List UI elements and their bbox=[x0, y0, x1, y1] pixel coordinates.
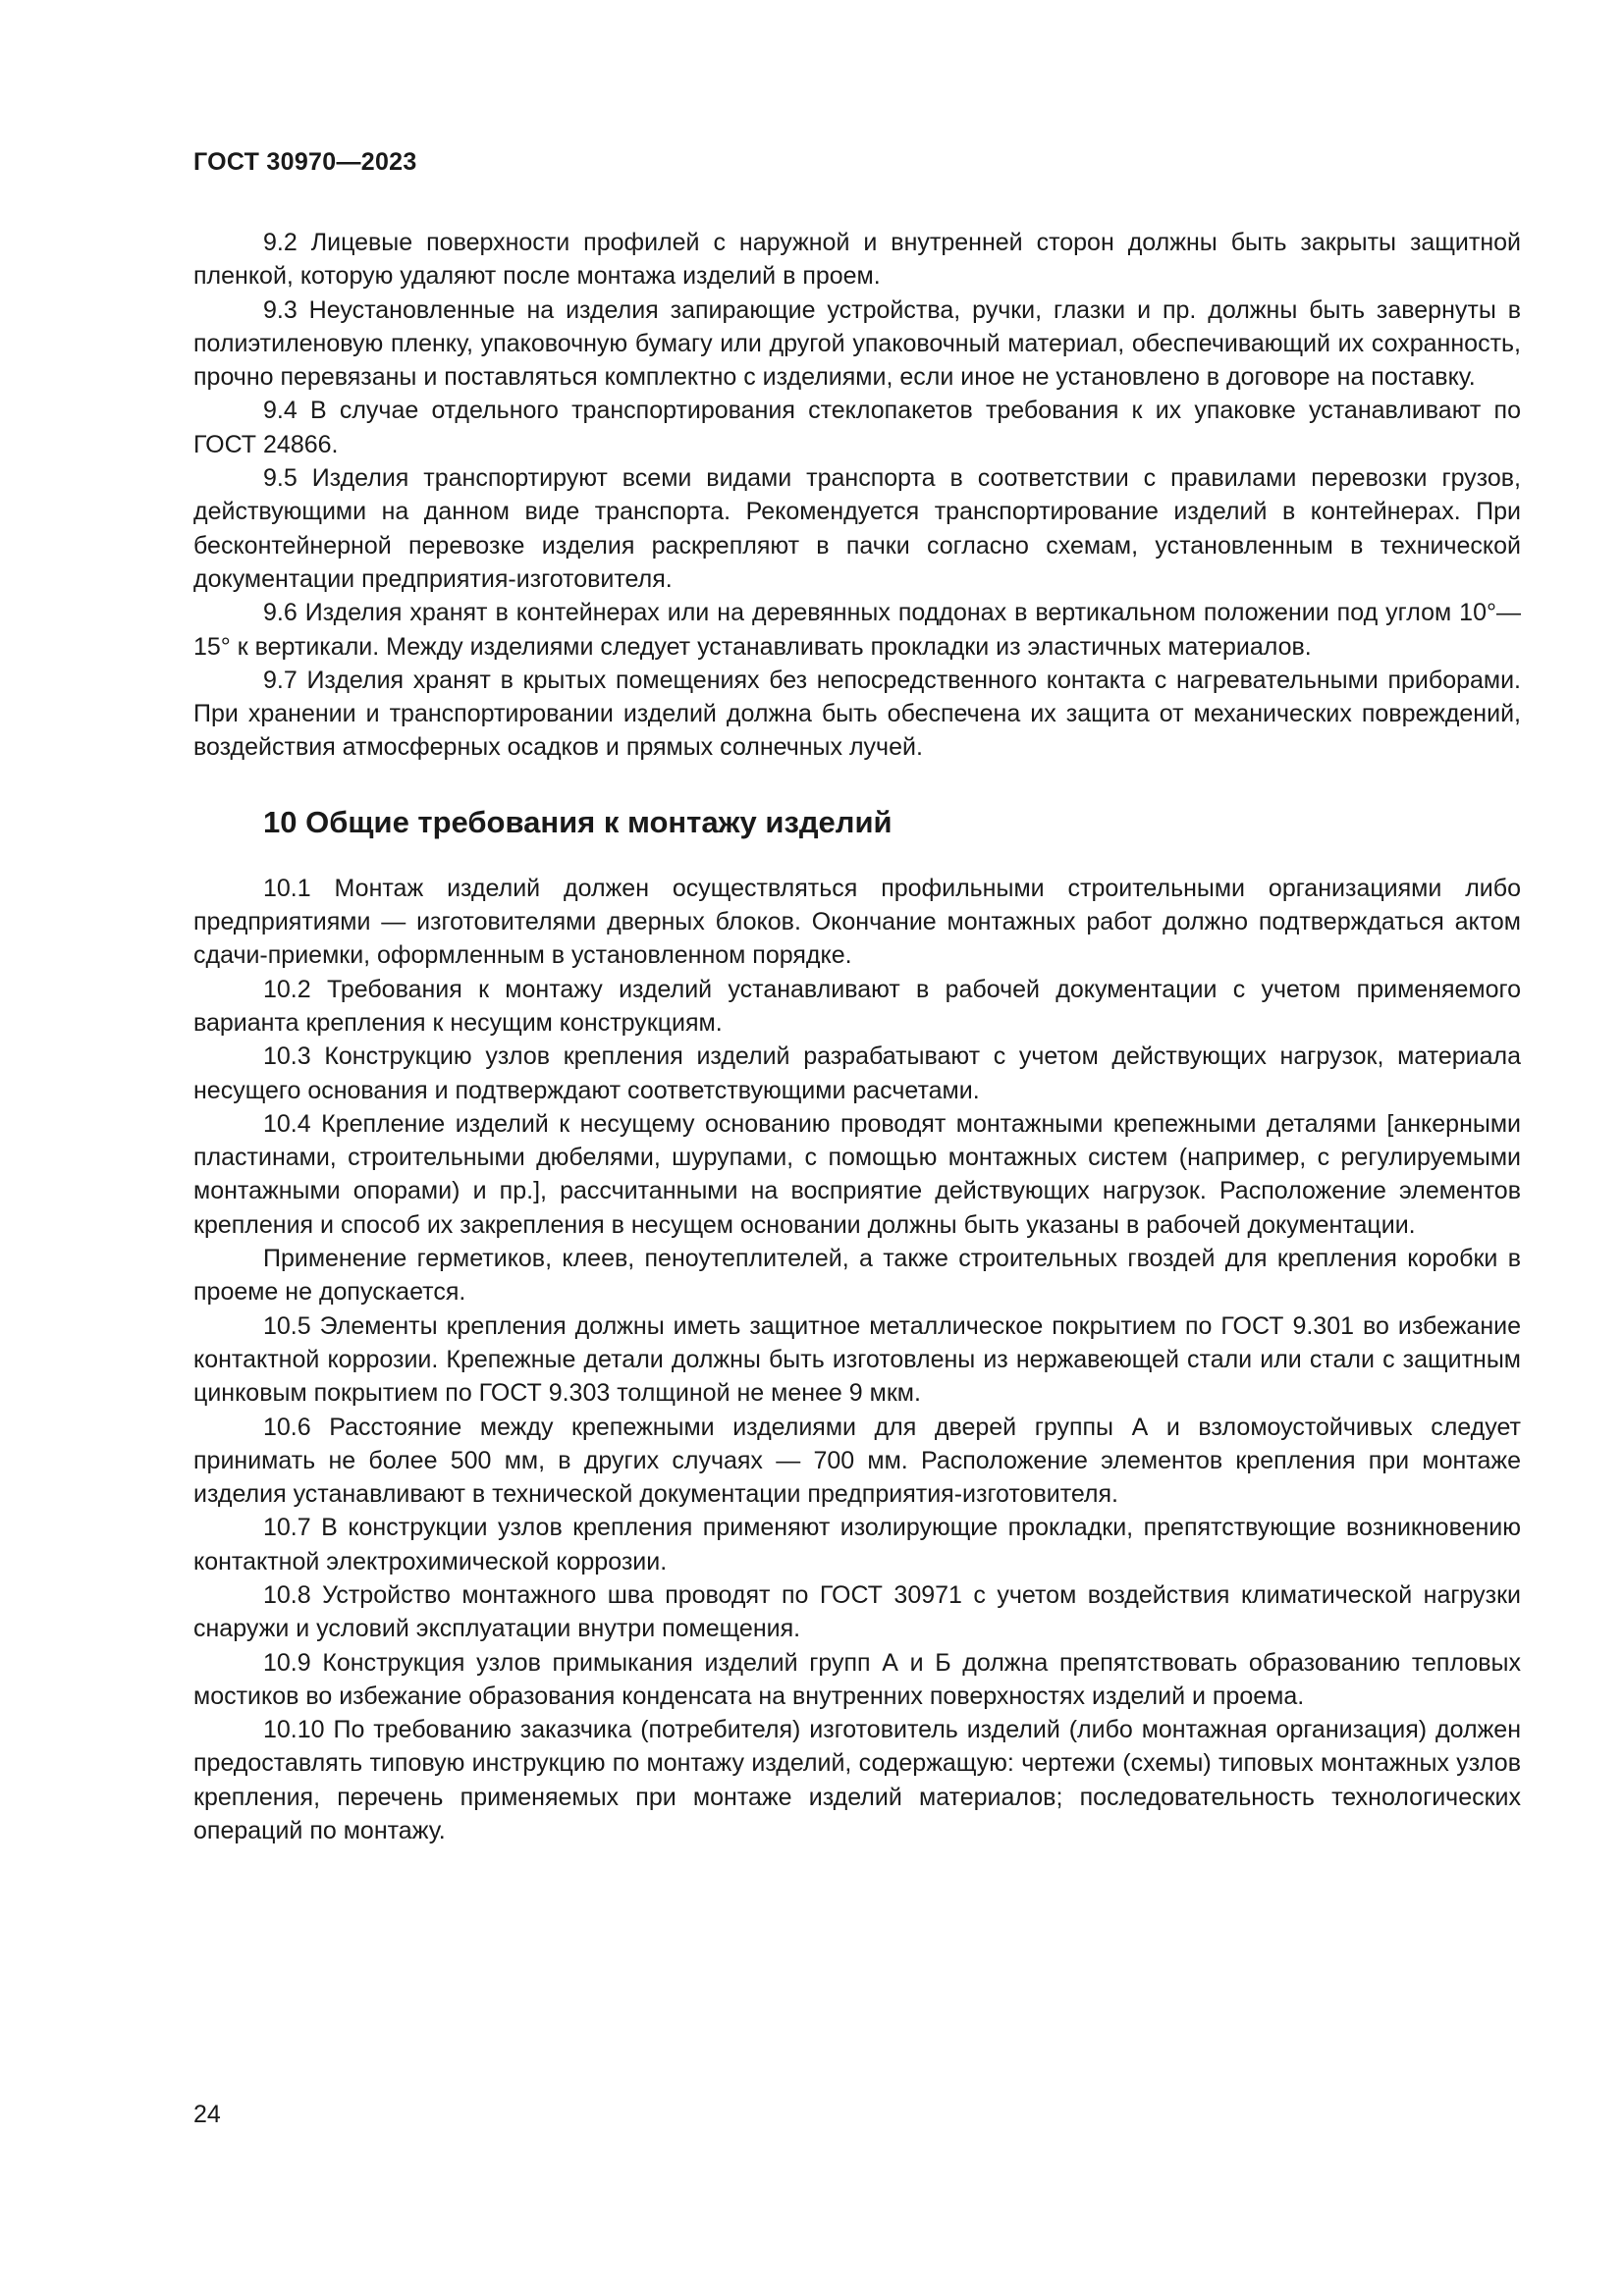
paragraph-10-1: 10.1 Монтаж изделий должен осуществляться профильными строительными организациями либо предприятиями — изготовителями дверных блоков. Окончание монтажных работ должно подтверждаться актом сдачи-приемки, оформленным в установленном порядке. bbox=[193, 874, 1521, 970]
paragraph-9-6: 9.6 Изделия хранят в контейнерах или на деревянных поддонах в вертикальном положении под углом 10°—15° к вертикали. Между изделиями следует устанавливать прокладки из эластичных материалов. bbox=[193, 599, 1521, 661]
page-number: 24 bbox=[193, 2101, 221, 2128]
page-content bbox=[193, 226, 1521, 1847]
paragraph-9-2: 9.2 Лицевые поверхности профилей с наружной и внутренней сторон должны быть закрыты защитной пленкой, которую удаляют после монтажа изделий в проем. bbox=[193, 229, 1521, 291]
paragraph-10-3: 10.3 Конструкцию узлов крепления изделий разрабатывают с учетом действующих нагрузок, материала несущего основания и подтверждают соответствующими расчетами. bbox=[193, 1042, 1521, 1104]
section-10-title: 10 Общие требования к монтажу изделий bbox=[263, 804, 893, 839]
paragraph-9-4: 9.4 В случае отдельного транспортирования стеклопакетов требования к их упаковке устанавливают по ГОСТ 24866. bbox=[193, 397, 1521, 458]
paragraph-10-5: 10.5 Элементы крепления должны иметь защитное металлическое покрытием по ГОСТ 9.301 во избежание контактной коррозии. Крепежные детали должны быть изготовлены из нержавеющей стали или стали с защитным цинковым покрытием по ГОСТ 9.303 толщиной не менее 9 мкм. bbox=[193, 1311, 1521, 1408]
paragraph-9-3: 9.3 Неустановленные на изделия запирающие устройства, ручки, глазки и пр. должны быть завернуты в полиэтиленовую пленку, упаковочную бумагу или другой упаковочный материал, обеспечивающий их сохранность, прочно перевязаны и поставляться комплектно с изделиями, если иное не установлено в договоре на поставку. bbox=[193, 295, 1521, 392]
paragraph-9-7: 9.7 Изделия хранят в крытых помещениях без непосредственного контакта с нагревательными приборами. При хранении и транспортировании изделий должна быть обеспечена их защита от механических повреждений, воздействия атмосферных осадков и прямых солнечных лучей. bbox=[193, 666, 1521, 762]
paragraph-10-6: 10.6 Расстояние между крепежными изделиями для дверей группы А и взломоустойчивых следует принимать не более 500 мм, в других случаях — 700 мм. Расположение элементов крепления при монтаже изделия устанавливают в технической документации предприятия-изготовителя. bbox=[193, 1413, 1521, 1509]
paragraph-10-4: 10.4 Крепление изделий к несущему основанию проводят монтажными крепежными деталями [анкерными пластинами, строительными дюбелями, шурупами, с помощью монтажных систем (например, с регулируемыми монтажными опорами) и пр.], рассчитанными на восприятие действующих нагрузок. Расположение элементов крепления и способ их закрепления в несущем основании должны быть указаны в рабочей документации. bbox=[193, 1109, 1521, 1239]
paragraph-10-2: 10.2 Требования к монтажу изделий устанавливают в рабочей документации с учетом применяемого варианта крепления к несущим конструкциям. bbox=[193, 975, 1521, 1037]
paragraph-10-8: 10.8 Устройство монтажного шва проводят по ГОСТ 30971 с учетом воздействия климатической нагрузки снаружи и условий эксплуатации внутри помещения. bbox=[193, 1580, 1521, 1643]
document-header: ГОСТ 30970—2023 bbox=[193, 148, 417, 176]
paragraph-10-10: 10.10 По требованию заказчика (потребителя) изготовитель изделий (либо монтажная организация) должен предоставлять типовую инструкцию по монтажу изделий, содержащую: чертежи (схемы) типовых монтажных узлов крепления, перечень применяемых при монтаже изделий материалов; последовательность технологических операций по монтажу. bbox=[193, 1716, 1521, 1845]
paragraph-9-5: 9.5 Изделия транспортируют всеми видами транспорта в соответствии с правилами перевозки грузов, действующими на данном виде транспорта. Рекомендуется транспортирование изделий в контейнерах. При бесконтейнерной перевозке изделия раскрепляют в пачки согласно схемам, установленным в технической документации предприятия-изготовителя. bbox=[193, 464, 1521, 593]
paragraph-10-9: 10.9 Конструкция узлов примыкания изделий групп А и Б должна препятствовать образованию тепловых мостиков во избежание образования конденсата на внутренних поверхностях изделий и проема. bbox=[193, 1648, 1521, 1710]
paragraph-10-4-note: Применение герметиков, клеев, пеноутеплителей, а также строительных гвоздей для крепления коробки в проеме не допускается. bbox=[193, 1245, 1521, 1307]
paragraph-10-7: 10.7 В конструкции узлов крепления применяют изолирующие прокладки, препятствующие возникновению контактной электрохимической коррозии. bbox=[193, 1514, 1521, 1575]
